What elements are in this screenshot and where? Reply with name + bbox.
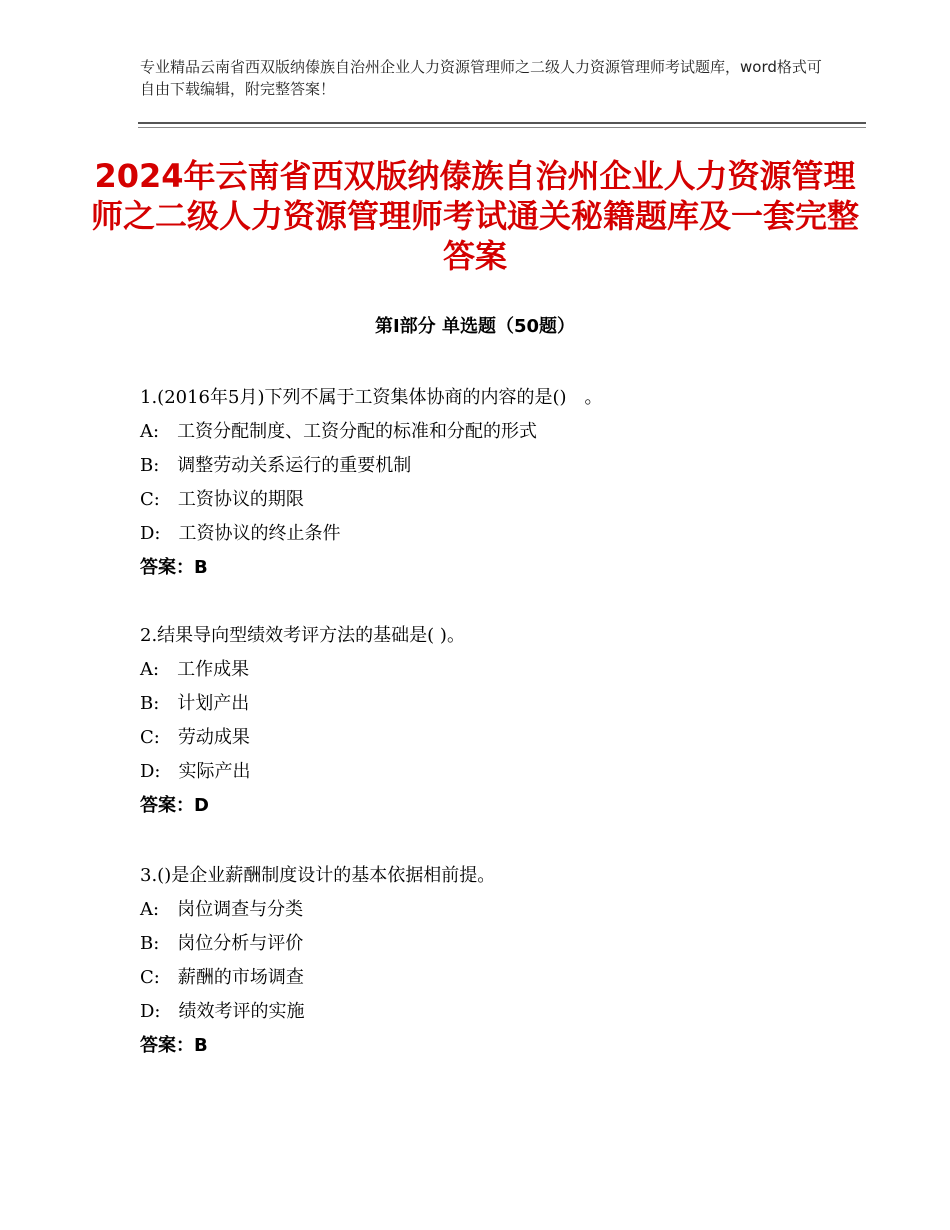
answer: 答案：B [140, 557, 208, 578]
question-stem: 3.()是企业薪酬制度设计的基本依据相前提。 [140, 865, 496, 886]
option-d: D: 绩效考评的实施 [140, 1001, 305, 1022]
option-a: A: 工资分配制度、工资分配的标准和分配的形式 [140, 421, 538, 442]
question-stem: 1.(2016年5月)下列不属于工资集体协商的内容的是() 。 [140, 387, 603, 408]
header-note: 专业精品云南省西双版纳傣族自治州企业人力资源管理师之二级人力资源管理师考试题库，word格式可自由下载编辑，附完整答案！ [140, 58, 822, 98]
option-c: C: 薪酬的市场调查 [140, 967, 304, 988]
header-divider-thick [138, 122, 866, 124]
option-d: D: 工资协议的终止条件 [140, 523, 341, 544]
option-d: D: 实际产出 [140, 761, 251, 782]
answer: 答案：D [140, 795, 209, 816]
option-c: C: 劳动成果 [140, 727, 250, 748]
question-3 [140, 859, 840, 1063]
question-2 [140, 619, 840, 823]
option-a: A: 工作成果 [140, 659, 250, 680]
option-c: C: 工资协议的期限 [140, 489, 304, 510]
option-b: B: 岗位分析与评价 [140, 933, 304, 954]
question-stem: 2.结果导向型绩效考评方法的基础是( )。 [140, 625, 465, 646]
answer: 答案：B [140, 1035, 208, 1056]
option-b: B: 调整劳动关系运行的重要机制 [140, 455, 412, 476]
option-b: B: 计划产出 [140, 693, 250, 714]
option-a: A: 岗位调查与分类 [140, 899, 304, 920]
section-title: 第Ⅰ部分 单选题（50题） [374, 316, 575, 337]
header-divider-thin [138, 127, 866, 128]
question-1 [140, 381, 840, 585]
document-title: 2024年云南省西双版纳傣族自治州企业人力资源管理师之二级人力资源管理师考试通关秘籍题库及一套完整答案 [90, 157, 859, 275]
